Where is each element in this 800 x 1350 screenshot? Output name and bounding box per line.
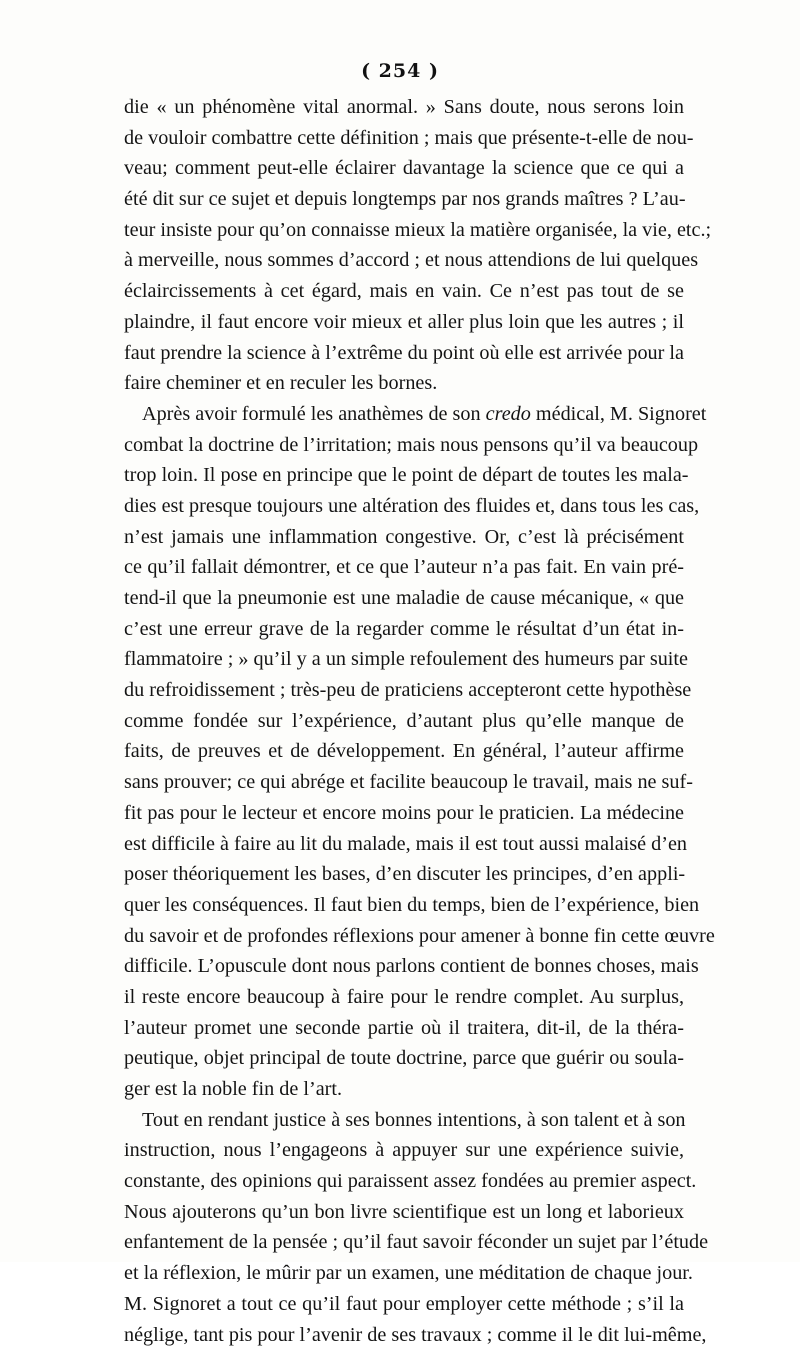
text-line: de vouloir combattre cette définition ; mais que présente-t-elle de nou- [124,123,684,154]
text-line: enfantement de la pensée ; qu’il faut savoir féconder un sujet par l’étude [124,1227,684,1258]
text-line: combat la doctrine de l’irritation; mais nous pensons qu’il va beaucoup [124,430,684,461]
text-line: faut prendre la science à l’extrême du point où elle est arrivée pour la [124,338,684,369]
text-line: flammatoire ; » qu’il y a un simple refoulement des humeurs par suite [124,644,684,675]
text-line: comme fondée sur l’expérience, d’autant plus qu’elle manque de [124,706,684,737]
text-line: du savoir et de profondes réflexions pour amener à bonne fin cette œuvre [124,921,684,952]
text-line: à merveille, nous sommes d’accord ; et nous attendions de lui quelques [124,245,684,276]
text-line: faits, de preuves et de développement. En général, l’auteur affirme [124,736,684,767]
text-line: fit pas pour le lecteur et encore moins pour le praticien. La médecine [124,798,684,829]
text-line: ce qu’il fallait démontrer, et ce que l’auteur n’a pas fait. En vain pré- [124,552,684,583]
text-line: n’est jamais une inflammation congestive. Or, c’est là précisément [124,522,684,553]
text-line: veau; comment peut-elle éclairer davantage la science que ce qui a [124,153,684,184]
text-line: ger est la noble fin de l’art. [124,1074,684,1105]
text-line: sans prouver; ce qui abrége et facilite beaucoup le travail, mais ne suf- [124,767,684,798]
text-line: die « un phénomène vital anormal. » Sans doute, nous serons loin [124,92,684,123]
text-line: du refroidissement ; très-peu de praticiens accepteront cette hypothèse [124,675,684,706]
text-line: quer les conséquences. Il faut bien du temps, bien de l’expérience, bien [124,890,684,921]
text-line: instruction, nous l’engageons à appuyer sur une expérience suivie, [124,1135,684,1166]
body-text [124,92,684,1350]
text-line: tend-il que la pneumonie est une maladie de cause mécanique, « que [124,583,684,614]
text-line: Tout en rendant justice à ses bonnes intentions, à son talent et à son [124,1105,684,1136]
text-line: est difficile à faire au lit du malade, mais il est tout aussi malaisé d’en [124,829,684,860]
text-line: M. Signoret a tout ce qu’il faut pour employer cette méthode ; s’il la [124,1289,684,1320]
text-line: trop loin. Il pose en principe que le point de départ de toutes les mala- [124,460,684,491]
text-line: teur insiste pour qu’on connaisse mieux la matière organisée, la vie, etc.; [124,215,684,246]
text-line: et la réflexion, le mûrir par un examen, une méditation de chaque jour. [124,1258,684,1289]
text-line: difficile. L’opuscule dont nous parlons contient de bonnes choses, mais [124,951,684,982]
paragraph-1 [124,92,684,399]
text-line: néglige, tant pis pour l’avenir de ses travaux ; comme il le dit lui-même, [124,1320,684,1350]
text-line: été dit sur ce sujet et depuis longtemps par nos grands maîtres ? L’au- [124,184,684,215]
page-number: ( 254 ) [0,60,800,82]
text-line: l’auteur promet une seconde partie où il traitera, dit-il, de la théra- [124,1013,684,1044]
text-line: il reste encore beaucoup à faire pour le rendre complet. Au surplus, [124,982,684,1013]
text-line: constante, des opinions qui paraissent assez fondées au premier aspect. [124,1166,684,1197]
italic-word: credo [486,403,531,425]
paragraph-3 [124,1105,684,1350]
text-line: dies est presque toujours une altération des fluides et, dans tous les cas, [124,491,684,522]
text-line: c’est une erreur grave de la regarder comme le résultat d’un état in- [124,614,684,645]
text-line: poser théoriquement les bases, d’en discuter les principes, d’en appli- [124,859,684,890]
text-line: Après avoir formulé les anathèmes de son credo médical, M. Signoret [124,399,684,430]
paragraph-2 [124,399,684,1105]
text-line: plaindre, il faut encore voir mieux et aller plus loin que les autres ; il [124,307,684,338]
text-line: faire cheminer et en reculer les bornes. [124,368,684,399]
text-line: éclaircissements à cet égard, mais en vain. Ce n’est pas tout de se [124,276,684,307]
text-line: Nous ajouterons qu’un bon livre scientifique est un long et laborieux [124,1197,684,1228]
text-line: peutique, objet principal de toute doctrine, parce que guérir ou soula- [124,1043,684,1074]
